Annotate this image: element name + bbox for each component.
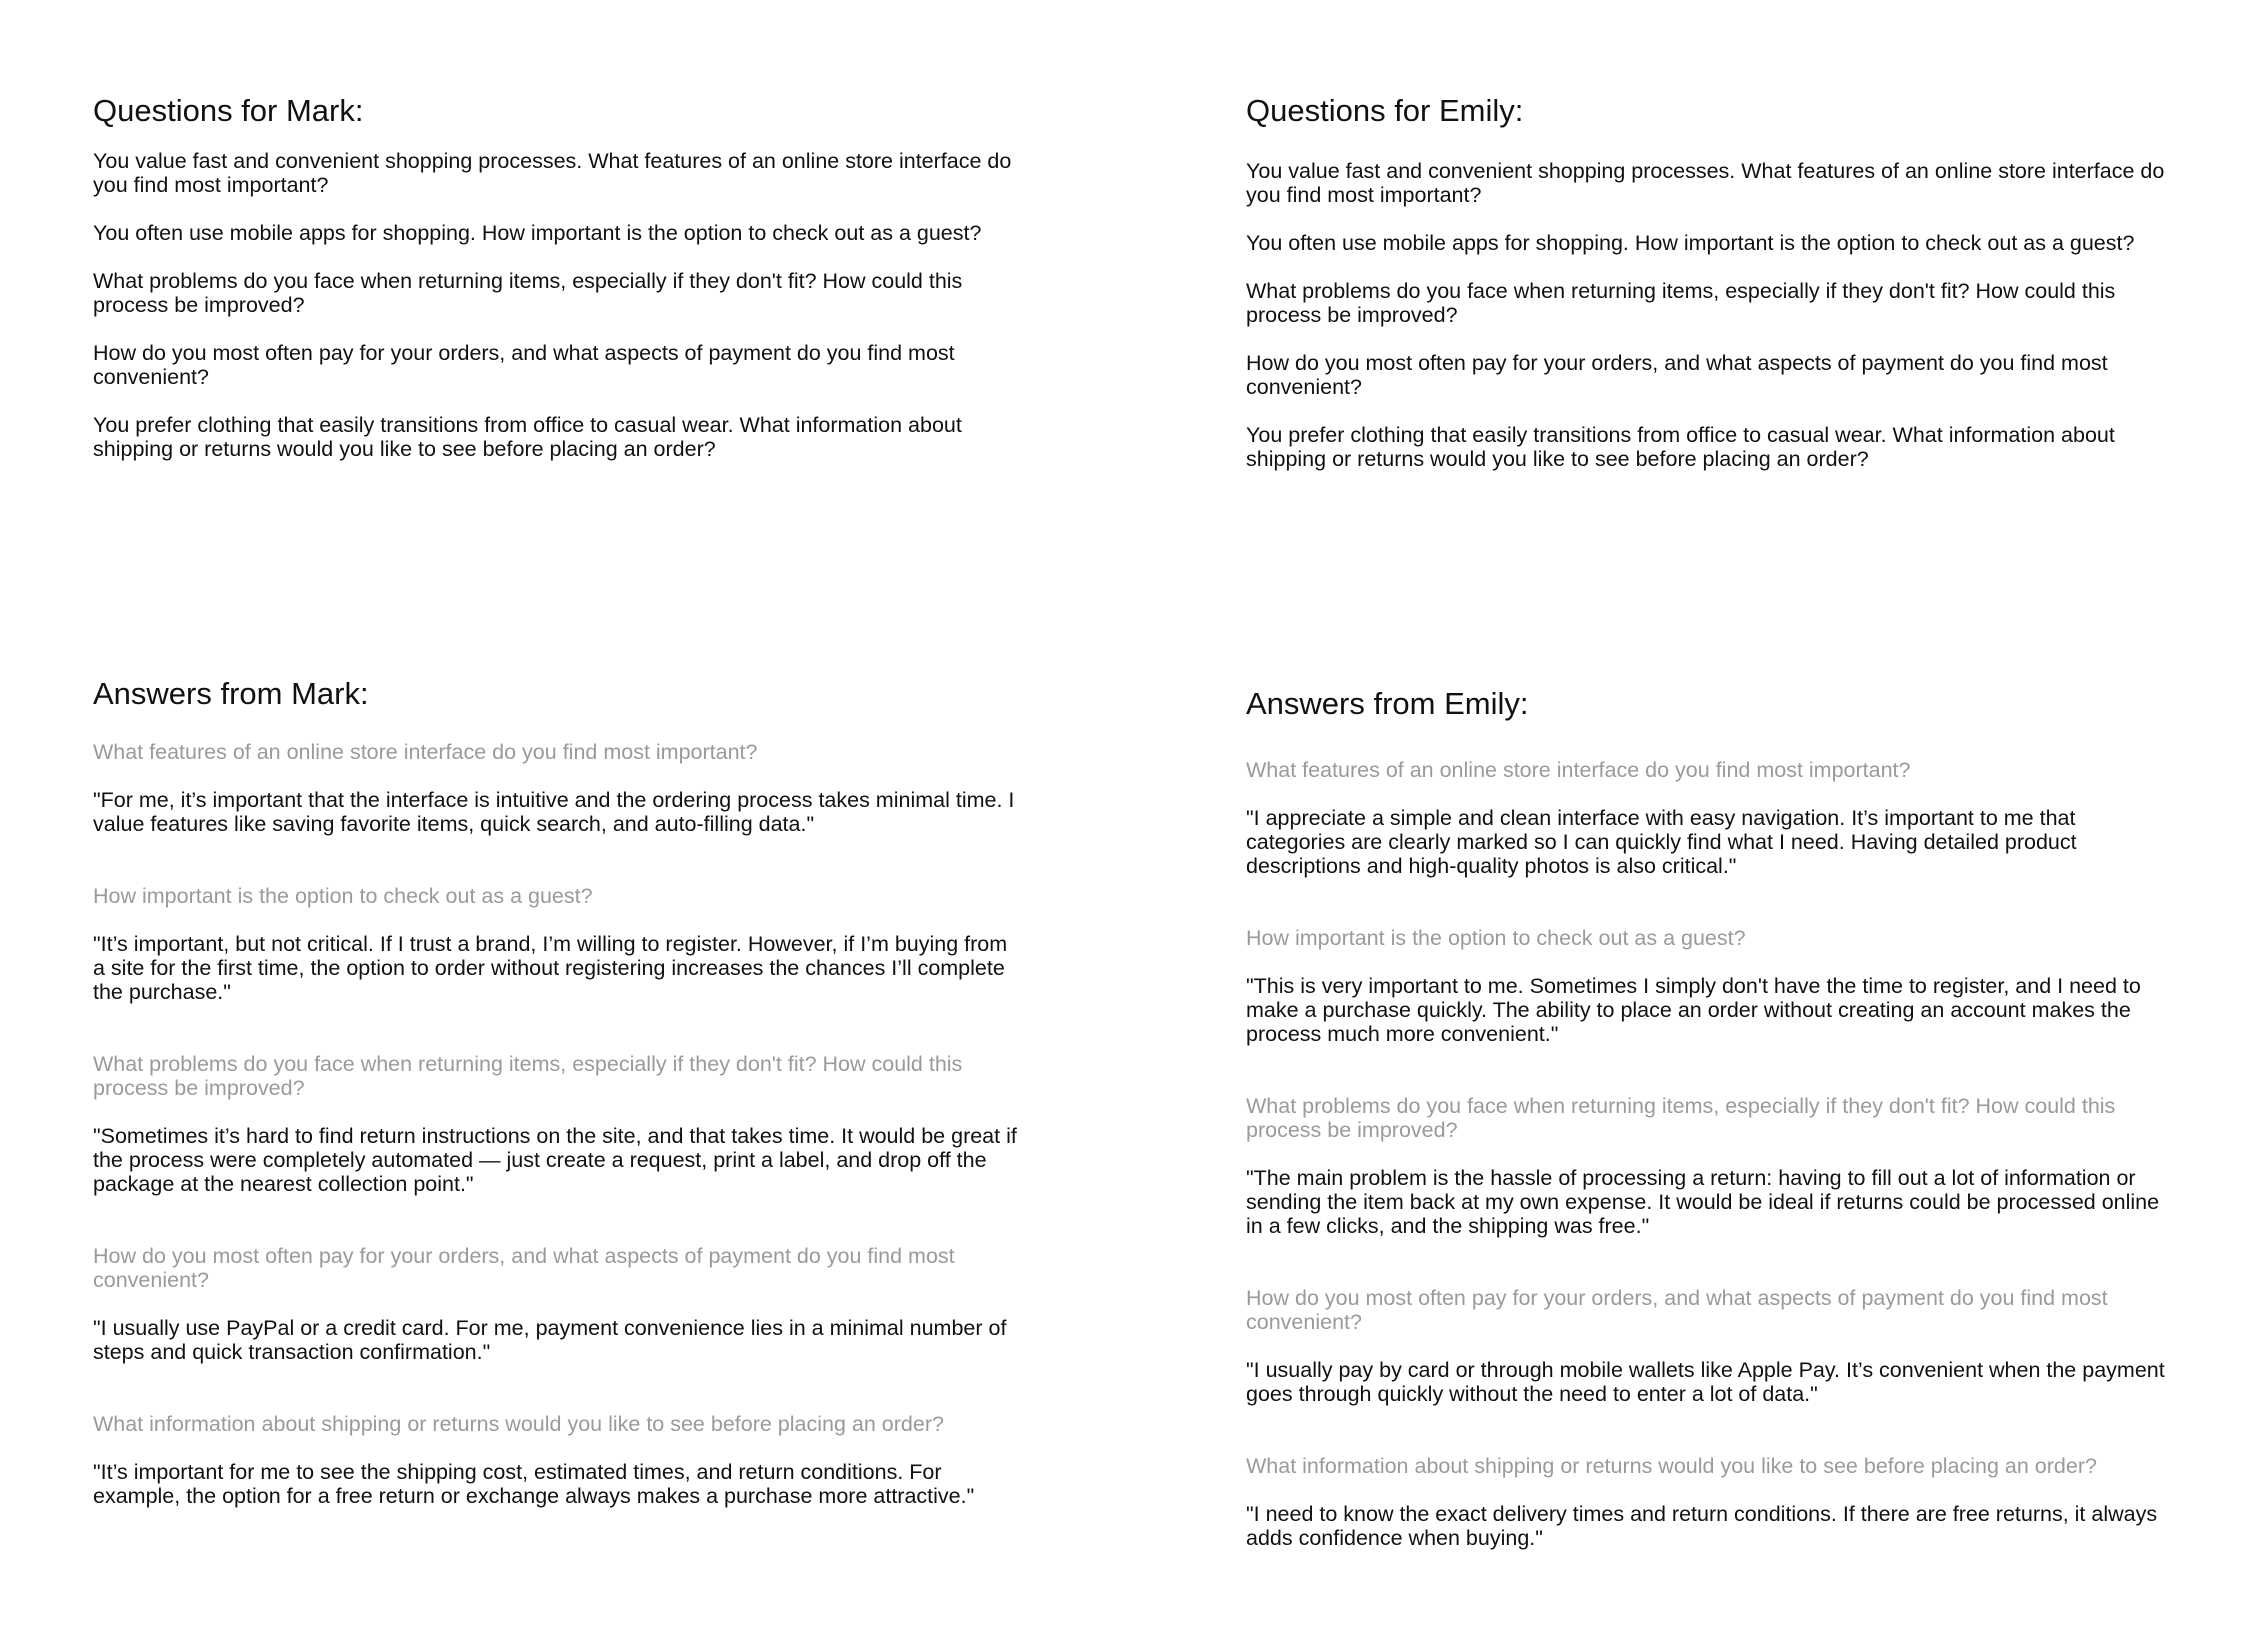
answer-text: "This is very important to me. Sometimes I simply don't have the time to register, and I need to make a purchase quickly. The ability to place an order without creating an account makes the process much more convenient." [1246,974,2141,1046]
questions-emily-section [1246,91,2171,495]
questions-emily-list [1246,159,2171,471]
question-item: You prefer clothing that easily transitions from office to casual wear. What information about shipping or returns would you like to see before placing an order? [93,413,962,461]
question-item: How do you most often pay for your orders, and what aspects of payment do you find most convenient? [1246,351,2108,399]
answer-item [93,1412,1018,1508]
answer-text: "It’s important for me to see the shipping cost, estimated times, and return conditions. For example, the option for a free return or exchange always makes a purchase more attractive." [93,1460,975,1508]
answer-question: What problems do you face when returning items, especially if they don't fit? How could this process be improved? [1246,1094,2116,1142]
answer-text: "It’s important, but not critical. If I trust a brand, I’m willing to register. However, if I’m buying from a site for the first time, the option to order without registering increases the chances I’ll complete the purchase." [93,932,1008,1004]
answer-text: "I appreciate a simple and clean interface with easy navigation. It’s important to me that categories are clearly marked so I can quickly find what I need. Having detailed product descriptions and high-quality photos is also critical." [1246,806,2077,878]
answer-question: How do you most often pay for your orders, and what aspects of payment do you find most convenient? [93,1244,955,1292]
answer-item [93,740,1018,836]
question-item: You prefer clothing that easily transitions from office to casual wear. What information about shipping or returns would you like to see before placing an order? [1246,423,2115,471]
answers-mark-list [93,740,1018,1508]
answer-text: "Sometimes it’s hard to find return instructions on the site, and that takes time. It would be great if the process were completely automated — just create a request, print a label, and drop off the package at the nearest collection point." [93,1124,1017,1196]
answer-item [93,1052,1018,1196]
answer-item [1246,1094,2171,1238]
answers-mark-title: Answers from Mark: [93,676,369,711]
question-item: What problems do you face when returning items, especially if they don't fit? How could this process be improved? [1246,279,2116,327]
answer-text: "The main problem is the hassle of processing a return: having to fill out a lot of information or sending the item back at my own expense. It would be ideal if returns could be processed online in a few clicks, and the shipping was free." [1246,1166,2160,1238]
answer-item [1246,1286,2171,1406]
question-item: How do you most often pay for your orders, and what aspects of payment do you find most convenient? [93,341,955,389]
answers-emily-list [1246,758,2171,1550]
answer-question: What features of an online store interface do you find most important? [1246,758,1911,782]
answers-mark-section [93,674,1018,1556]
answer-question: How important is the option to check out as a guest? [93,884,593,908]
questions-emily-title: Questions for Emily: [1246,93,1524,128]
answer-item [93,884,1018,1004]
answer-text: "I usually pay by card or through mobile wallets like Apple Pay. It’s convenient when the payment goes through quickly without the need to enter a lot of data." [1246,1358,2165,1406]
question-item: You value fast and convenient shopping processes. What features of an online store interface do you find most important? [93,149,1012,197]
answer-question: What information about shipping or returns would you like to see before placing an order? [93,1412,944,1436]
question-item: You often use mobile apps for shopping. How important is the option to check out as a guest? [93,221,982,245]
answer-question: How important is the option to check out as a guest? [1246,926,1746,950]
answer-question: What information about shipping or returns would you like to see before placing an order? [1246,1454,2097,1478]
questions-mark-title: Questions for Mark: [93,93,364,128]
answer-text: "For me, it’s important that the interface is intuitive and the ordering process takes minimal time. I value features like saving favorite items, quick search, and auto-filling data." [93,788,1015,836]
questions-mark-section [93,91,1018,485]
question-item: You value fast and convenient shopping processes. What features of an online store interface do you find most important? [1246,159,2165,207]
answer-item [93,1244,1018,1364]
questions-mark-list [93,149,1018,461]
answer-item [1246,758,2171,878]
answer-text: "I usually use PayPal or a credit card. For me, payment convenience lies in a minimal number of steps and quick transaction confirmation." [93,1316,1007,1364]
answer-question: What problems do you face when returning items, especially if they don't fit? How could this process be improved? [93,1052,963,1100]
answer-item [1246,926,2171,1046]
answer-text: "I need to know the exact delivery times and return conditions. If there are free returns, it always adds confidence when buying." [1246,1502,2158,1550]
answer-question: What features of an online store interface do you find most important? [93,740,758,764]
answer-item [1246,1454,2171,1550]
question-item: What problems do you face when returning items, especially if they don't fit? How could this process be improved? [93,269,963,317]
answer-question: How do you most often pay for your orders, and what aspects of payment do you find most convenient? [1246,1286,2108,1334]
answers-emily-title: Answers from Emily: [1246,686,1529,721]
question-item: You often use mobile apps for shopping. How important is the option to check out as a guest? [1246,231,2135,255]
answers-emily-section [1246,684,2171,1598]
